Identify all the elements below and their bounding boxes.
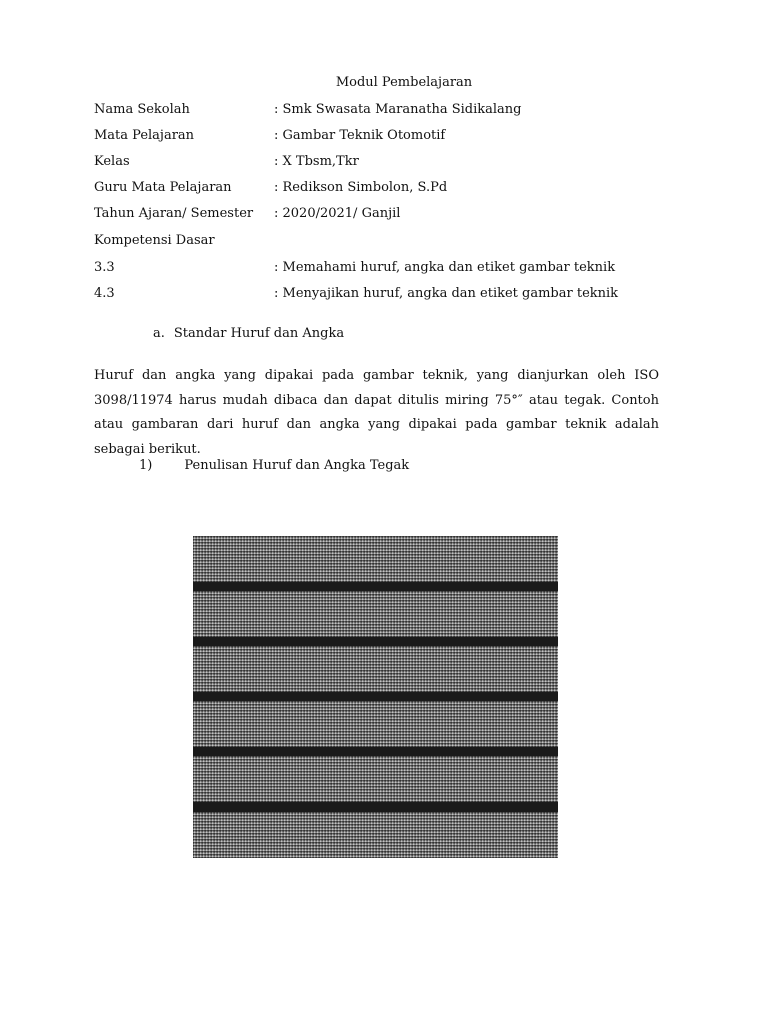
info-value: : Memahami huruf, angka dan etiket gambar teknik: [274, 260, 616, 275]
figure-band: [193, 812, 558, 858]
info-row-teacher: [94, 180, 447, 195]
figure-band: [193, 646, 558, 692]
info-label: Nama Sekolah: [94, 102, 190, 117]
info-row-competency-3-3: [94, 260, 615, 275]
info-value: : Gambar Teknik Otomotif: [274, 128, 446, 143]
figure-band: [193, 701, 558, 747]
section-a-heading: [153, 326, 344, 341]
figure-band: [193, 756, 558, 802]
info-label: 4.3: [94, 286, 115, 301]
info-row-subject: [94, 128, 445, 143]
info-value: : X Tbsm,Tkr: [274, 154, 359, 169]
info-row-class: [94, 154, 359, 169]
info-row-competency-4-3: [94, 286, 618, 301]
document-title: Modul Pembelajaran: [335, 75, 473, 90]
letter-sample-figure: [193, 536, 558, 858]
info-row-academic-year: [94, 206, 400, 221]
info-label: 3.3: [94, 260, 115, 275]
figure-band: [193, 591, 558, 637]
body-paragraph: Huruf dan angka yang dipakai pada gambar teknik, yang dianjurkan oleh ISO 3098/11974 harus mudah dibaca dan dapat ditulis miring 75°″ atau tegak. Contoh atau gambaran dari huruf dan angka yang dipakai pada gambar teknik adalah sebagai berikut.: [94, 368, 659, 457]
info-label: Mata Pelajaran: [94, 128, 195, 143]
section-a-marker: a.: [153, 326, 165, 341]
subsection-1-heading: [139, 458, 409, 473]
info-label: Kelas: [94, 154, 130, 169]
info-label: Guru Mata Pelajaran: [94, 180, 232, 195]
info-label: Kompetensi Dasar: [94, 233, 215, 248]
section-a-text: Standar Huruf dan Angka: [173, 326, 345, 341]
info-value: : Menyajikan huruf, angka dan etiket gambar teknik: [274, 286, 619, 301]
subsection-1-text: Penulisan Huruf dan Angka Tegak: [184, 458, 410, 473]
info-value: : 2020/2021/ Ganjil: [274, 206, 401, 221]
figure-band: [193, 536, 558, 582]
info-label: Tahun Ajaran/ Semester: [94, 206, 254, 221]
info-row-competency: [94, 233, 274, 248]
info-value: : Redikson Simbolon, S.Pd: [274, 180, 448, 195]
subsection-1-marker: 1): [139, 458, 153, 473]
info-value: : Smk Swasata Maranatha Sidikalang: [274, 102, 522, 117]
info-row-school: [94, 102, 521, 117]
